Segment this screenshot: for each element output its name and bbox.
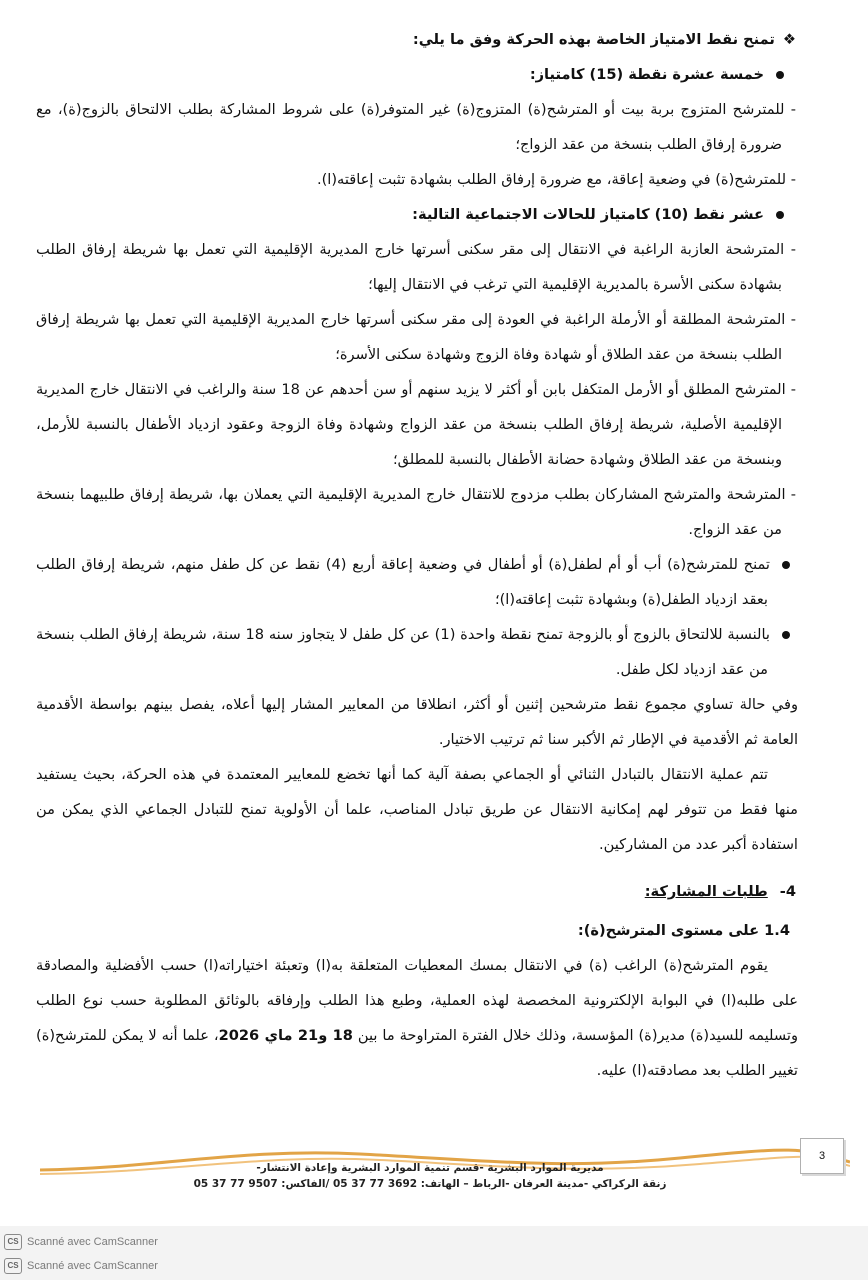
application-paragraph <box>36 948 798 1088</box>
footer-line-1: مديرية الموارد البشرية -قسم تنمية الموارد البشرية وإعادة الانتشار- <box>256 1162 604 1174</box>
scanner-watermark <box>4 1258 158 1274</box>
exchange-paragraph: تتم عملية الانتقال بالتبادل الثنائي أو الجماعي بصفة آلية كما أنها تخضع للمعايير المعتمدة في هذه الحركة، بحيث يستفيد منها فقط من تتوفر لهم إمكانية الانتقال عن طريق تبادل المناصب، علما أن الأولوية تمنح للتبادل الجماعي الذي يمكن من استفادة أكبر عدد من المشاركين. <box>36 766 798 853</box>
list-item: - المترشحة العازبة الراغبة في الانتقال إلى مقر سكنى أسرتها خارج المديرية الإقليمية التي تعمل بها شريطة إرفاق الطلب بشهادة سكنى الأسرة بالمديرية الإقليمية التي ترغب في الانتقال إليها؛ <box>36 241 796 293</box>
bullet-dot-icon <box>782 631 790 639</box>
bullet-item <box>36 547 798 617</box>
diamond-star-icon: ❖ <box>782 31 796 48</box>
list-item: - المترشحة المطلقة أو الأرملة الراغبة في العودة إلى مقر سكنى أسرتها خارج المديرية الإقليمية التي تعمل بها شريطة إرفاق الطلب بنسخة من عقد الطلاق أو شهادة وفاة الزوج وشهادة سكنى الأسرة؛ <box>36 311 796 363</box>
application-text: يقوم المترشح(ة) الراغب (ة) في الانتقال بمسك المعطيات المتعلقة به(ا) وتعبئة اختياراته(ا) حسب الأفضلية والمصادقة على طلبه(ا) في البوابة الإلكترونية المخصصة لهذه العملية، وطبع هذا الطلب وإرفاقه بالوثائق المطلوبة حسب نوع الطلب وتسليمه للسيد(ة) مدير(ة) المؤسسة، وذلك خلال الفترة المتراوحة ما بين <box>36 957 798 1044</box>
list-item: - للمترشح(ة) في وضعية إعاقة، مع ضرورة إرفاق الطلب بشهادة تثبت إعاقته(ا). <box>316 171 796 188</box>
document-body <box>36 22 798 1088</box>
bullet-item-text: تمنح للمترشح(ة) أب أو أم لطفل(ة) أو أطفال في وضعية إعاقة أربع (4) نقط عن كل طفل منهم، شريطة إرفاق الطلب بعقد ازدياد الطفل(ة) وبشهادة تثبت إعاقته(ا)؛ <box>36 556 770 608</box>
bullet-dot-icon <box>776 71 784 79</box>
list-item-text: للمترشح المتزوج بربة بيت أو المترشح(ة) المتزوج(ة) غير المتوفر(ة) على شروط المشاركة بطلب الالتحاق بالزوج(ة)، مع ضرورة إرفاق الطلب بنسخة من عقد الزواج؛ <box>36 101 785 153</box>
ten-points-text: عشر نقط (10) كامتياز للحالات الاجتماعية التالية: <box>412 206 764 223</box>
list-item: - المترشح المطلق أو الأرمل المتكفل بابن أو أكثر لا يزيد سنهم أو سن أحدهم عن 18 سنة والراغب في الانتقال خارج المديرية الإقليمية الأصلية، شريطة إرفاق الطلب بنسخة من عقد الزواج وشهادة وفاة الزوجة وعقود ازدياد الأطفال بالنسبة للأرمل، وبنسخة من عقد الطلاق وشهادة حضانة الأطفال بالنسبة للمطلق؛ <box>36 381 796 468</box>
section-title <box>36 874 798 909</box>
camscanner-logo-icon: CS <box>4 1258 22 1274</box>
scanner-watermark <box>4 1234 158 1250</box>
ten-points-heading <box>36 197 798 232</box>
bullet-dot-icon <box>776 211 784 219</box>
list-item: - المترشحة والمترشح المشاركان بطلب مزدوج للانتقال خارج المديرية الإقليمية التي يعملان بها، شريطة إرفاق طلبيهما بنسخة من عقد الزواج. <box>36 486 797 538</box>
list-item-text: المترشحة العازبة الراغبة في الانتقال إلى مقر سكنى أسرتها خارج المديرية الإقليمية التي تعمل بها شريطة إرفاق الطلب بشهادة سكنى الأسرة بالمديرية الإقليمية التي ترغب في الانتقال إليها؛ <box>36 241 785 293</box>
fifteen-points-text: خمسة عشرة نقطة (15) كامتياز: <box>529 66 764 83</box>
list-item-text: للمترشح(ة) في وضعية إعاقة، مع ضرورة إرفاق الطلب بشهادة تثبت إعاقته(ا). <box>316 171 787 188</box>
tie-break-paragraph: وفي حالة تساوي مجموع نقط مترشحين إثنين أو أكثر، انطلاقا من المعايير المشار إليها أعلاه، يفصل بينهم بواسطة الأقدمية العامة ثم الأقدمية في الإطار ثم الأكبر سنا ثم ترتيب الاختيار. <box>36 696 798 748</box>
bullet-item-text: بالنسبة للالتحاق بالزوج أو بالزوجة تمنح نقطة واحدة (1) عن كل طفل لا يتجاوز سنه 18 سنة، شريطة إرفاق الطلب بنسخة من عقد ازدياد لكل طفل. <box>36 626 770 678</box>
subsection-title: 1.4 على مستوى المترشح(ة): <box>577 922 790 939</box>
scanner-label: Scanné avec CamScanner <box>27 1236 158 1248</box>
points-heading <box>36 22 798 57</box>
footer-address <box>150 1160 710 1192</box>
list-item-text: المترشحة المطلقة أو الأرملة الراغبة في العودة إلى مقر سكنى أسرتها خارج المديرية الإقليمية التي تعمل بها شريطة إرفاق الطلب بنسخة من عقد الطلاق أو شهادة وفاة الزوج وشهادة سكنى الأسرة؛ <box>36 311 786 363</box>
list-item-text: المترشح المطلق أو الأرمل المتكفل بابن أو أكثر لا يزيد سنهم أو سن أحدهم عن 18 سنة والراغب في الانتقال خارج المديرية الإقليمية الأصلية، شريطة إرفاق الطلب بنسخة من عقد الزواج وشهادة وفاة الزوجة وعقود ازدياد الأطفال بالنسبة للأرمل، وبنسخة من عقد الطلاق وشهادة حضانة الأطفال بالنسبة للمطلق؛ <box>36 381 786 468</box>
fifteen-points-heading <box>36 57 798 92</box>
footer-line-2: زنقة الركراكي -مدينة العرفان -الرباط – الهاتف: 3692 77 37 05 /الفاكس: 9507 77 37 05 <box>193 1178 667 1190</box>
application-text-end: ، علما أنه لا يمكن للمترشح(ة) تغيير الطلب بعد مصادقته(ا) عليه. <box>36 1027 798 1079</box>
section-number: 4- <box>779 883 796 900</box>
bullet-dot-icon <box>782 561 790 569</box>
bullet-item <box>36 617 798 687</box>
section-title-text: طلبات المشاركة: <box>644 883 768 900</box>
page-number: 3 <box>800 1138 844 1174</box>
list-item-text: المترشحة والمترشح المشاركان بطلب مزدوج للانتقال خارج المديرية الإقليمية التي يعملان بها، شريطة إرفاق طلبيهما بنسخة من عقد الزواج. <box>36 486 786 538</box>
scanner-label: Scanné avec CamScanner <box>27 1260 158 1272</box>
list-item: - للمترشح المتزوج بربة بيت أو المترشح(ة) المتزوج(ة) غير المتوفر(ة) على شروط المشاركة بطلب الالتحاق بالزوج(ة)، مع ضرورة إرفاق الطلب بنسخة من عقد الزواج؛ <box>36 101 796 153</box>
application-dates: 18 و21 ماي 2026 <box>218 1027 353 1044</box>
points-heading-text: تمنح نقط الامتياز الخاصة بهذه الحركة وفق ما يلي: <box>412 31 775 48</box>
camscanner-logo-icon: CS <box>4 1234 22 1250</box>
